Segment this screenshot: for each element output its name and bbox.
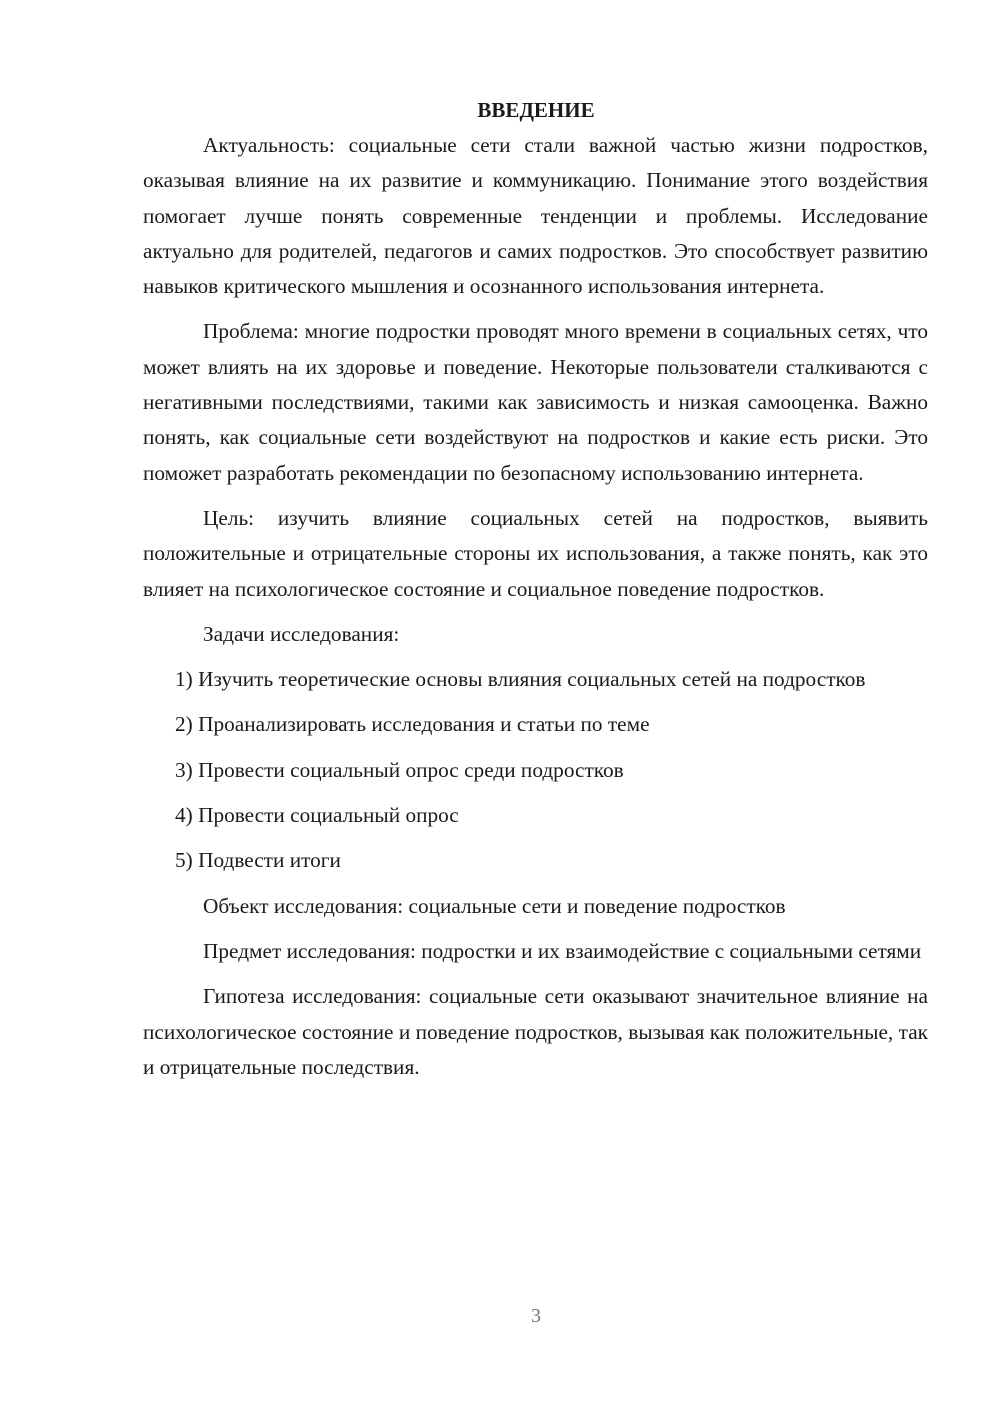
tasks-heading: Задачи исследования: (203, 621, 400, 646)
paragraph-object: Объект исследования: социальные сети и поведение подростков (203, 893, 786, 918)
task-item: 4) Провести социальный опрос (175, 803, 459, 828)
paragraph-goal: Цель: изучить влияние социальных сетей на подростков, выявить положительные и отрицательные стороны их использования, а также понять, как это влияет на психологическое состояние и социальное поведение подростков. (143, 505, 928, 601)
task-item: 3) Провести социальный опрос среди подростков (175, 757, 624, 782)
page-number: 3 (531, 1305, 541, 1327)
task-item: 1) Изучить теоретические основы влияния социальных сетей на подростков (175, 667, 866, 692)
paragraph-relevance: Актуальность: социальные сети стали важной частью жизни подростков, оказывая влияние на их развитие и коммуникацию. Понимание этого воздействия помогает лучше понять современные тенденции и проблемы. Исследование актуально для родителей, педагогов и самих подростков. Это способствует развитию навыков критического мышления и осознанного использования интернета. (143, 133, 928, 299)
task-item: 2) Проанализировать исследования и статьи по теме (175, 712, 650, 737)
section-title: ВВЕДЕНИЕ (477, 98, 595, 122)
paragraph-problem: Проблема: многие подростки проводят много времени в социальных сетях, что может влиять на их здоровье и поведение. Некоторые пользователи сталкиваются с негативными последствиями, такими как зависимость и низкая самооценка. Важно понять, как социальные сети воздействуют на подростков и какие есть риски. Это поможет разработать рекомендации по безопасному использованию интернета. (143, 319, 928, 485)
task-item: 5) Подвести итоги (175, 848, 341, 873)
paragraph-subject: Предмет исследования: подростки и их взаимодействие с социальными сетями (203, 938, 922, 963)
paragraph-hypothesis: Гипотеза исследования: социальные сети оказывают значительное влияние на психологическое состояние и поведение подростков, вызывая как положительные, так и отрицательные последствия. (143, 984, 928, 1079)
document-page (143, 94, 928, 1095)
